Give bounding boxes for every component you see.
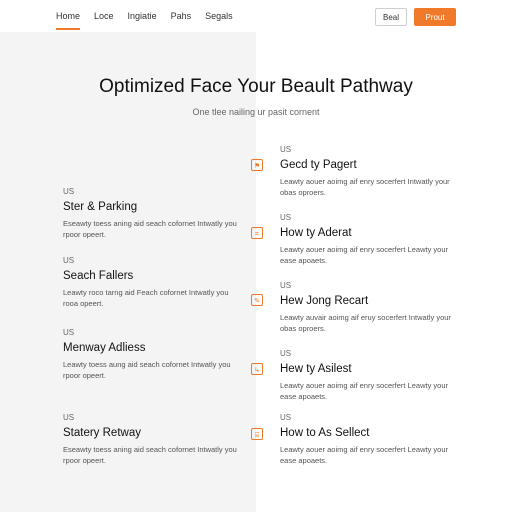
feature-description: Leawty aouer aoimg aif enry socerfert Leawty your ease apoaets.: [280, 381, 448, 401]
feature-description: Leawty roco tarng aid Feach cofornet Intwatly you rooa opeert.: [63, 288, 229, 308]
right-feature-item-2: [280, 213, 460, 266]
feature-title[interactable]: Gecd ty Pagert: [280, 159, 357, 171]
feature-title[interactable]: How to As Sellect: [280, 427, 370, 439]
feature-tag: US: [280, 213, 292, 222]
feature-tag: US: [280, 145, 292, 154]
nav-link-2[interactable]: Loce: [94, 11, 114, 21]
feature-title[interactable]: Seach Fallers: [63, 270, 134, 282]
right-feature-item-5: [280, 413, 460, 466]
feature-tag: US: [280, 281, 292, 290]
feature-title[interactable]: Ster & Parking: [63, 201, 138, 213]
primary-button[interactable]: Prout: [414, 8, 456, 26]
feature-description: Eseawty toess aning aid seach cofornet Intwatly you rpoor opeert.: [63, 219, 237, 239]
feature-description: Leawty aouer aoimg aif enry socerfert Leawty your ease apoaets.: [280, 445, 448, 465]
feature-title[interactable]: How ty Aderat: [280, 227, 352, 239]
nav-link-5[interactable]: Segals: [205, 11, 233, 21]
document-icon: ⌸: [251, 428, 263, 440]
feature-tag: US: [63, 187, 75, 196]
feature-description: Eseawty toess aning aid seach cofornet Intwatly you rpoor opeert.: [63, 445, 237, 465]
feature-tag: US: [280, 349, 292, 358]
feature-description: Leawty toess aung aid seach cofornet Intwatly you rpoor opeert.: [63, 360, 231, 380]
feature-tag: US: [63, 413, 75, 422]
nav-link-4[interactable]: Pahs: [170, 11, 192, 21]
feature-title[interactable]: Hew Jong Recart: [280, 295, 369, 307]
flag-icon: ⚑: [251, 159, 263, 171]
hero-subtitle: One tlee nailing ur pasit cornent: [192, 107, 320, 117]
right-feature-item-1: [280, 145, 460, 198]
right-feature-item-3: [280, 281, 460, 334]
feature-tag: US: [280, 413, 292, 422]
pencil-icon: ✎: [251, 294, 263, 306]
feature-description: Leawty aouer aoimg aif enry socerfert Leawty your ease apoaets.: [280, 245, 448, 265]
right-feature-item-4: [280, 349, 460, 402]
feature-description: Leawty aouer aoimg aif enry socerfert Intwatly your obas oproers.: [280, 177, 450, 197]
frame-icon: ⌗: [251, 227, 263, 239]
feature-tag: US: [63, 328, 75, 337]
secondary-button[interactable]: Beal: [375, 8, 407, 26]
nav-link-3[interactable]: Ingiatie: [127, 11, 157, 21]
feature-description: Leawty auvair aoimg aif eruy socerfert Intwatly your obas oproers.: [280, 313, 451, 333]
top-nav: [0, 0, 512, 32]
feature-tag: US: [63, 256, 75, 265]
nav-links: [56, 11, 247, 30]
feature-title[interactable]: Menway Adliess: [63, 342, 146, 354]
left-feature-item-4: [63, 413, 243, 466]
left-feature-item-2: [63, 256, 243, 309]
hero-title: Optimized Face Your Beault Pathway: [99, 76, 413, 97]
arrow-icon: ↳: [251, 363, 263, 375]
feature-title[interactable]: Statery Retway: [63, 427, 141, 439]
feature-title[interactable]: Hew ty Asilest: [280, 363, 352, 375]
left-feature-item-1: [63, 187, 243, 240]
nav-link-home[interactable]: Home: [56, 11, 80, 30]
left-feature-item-3: [63, 328, 243, 381]
